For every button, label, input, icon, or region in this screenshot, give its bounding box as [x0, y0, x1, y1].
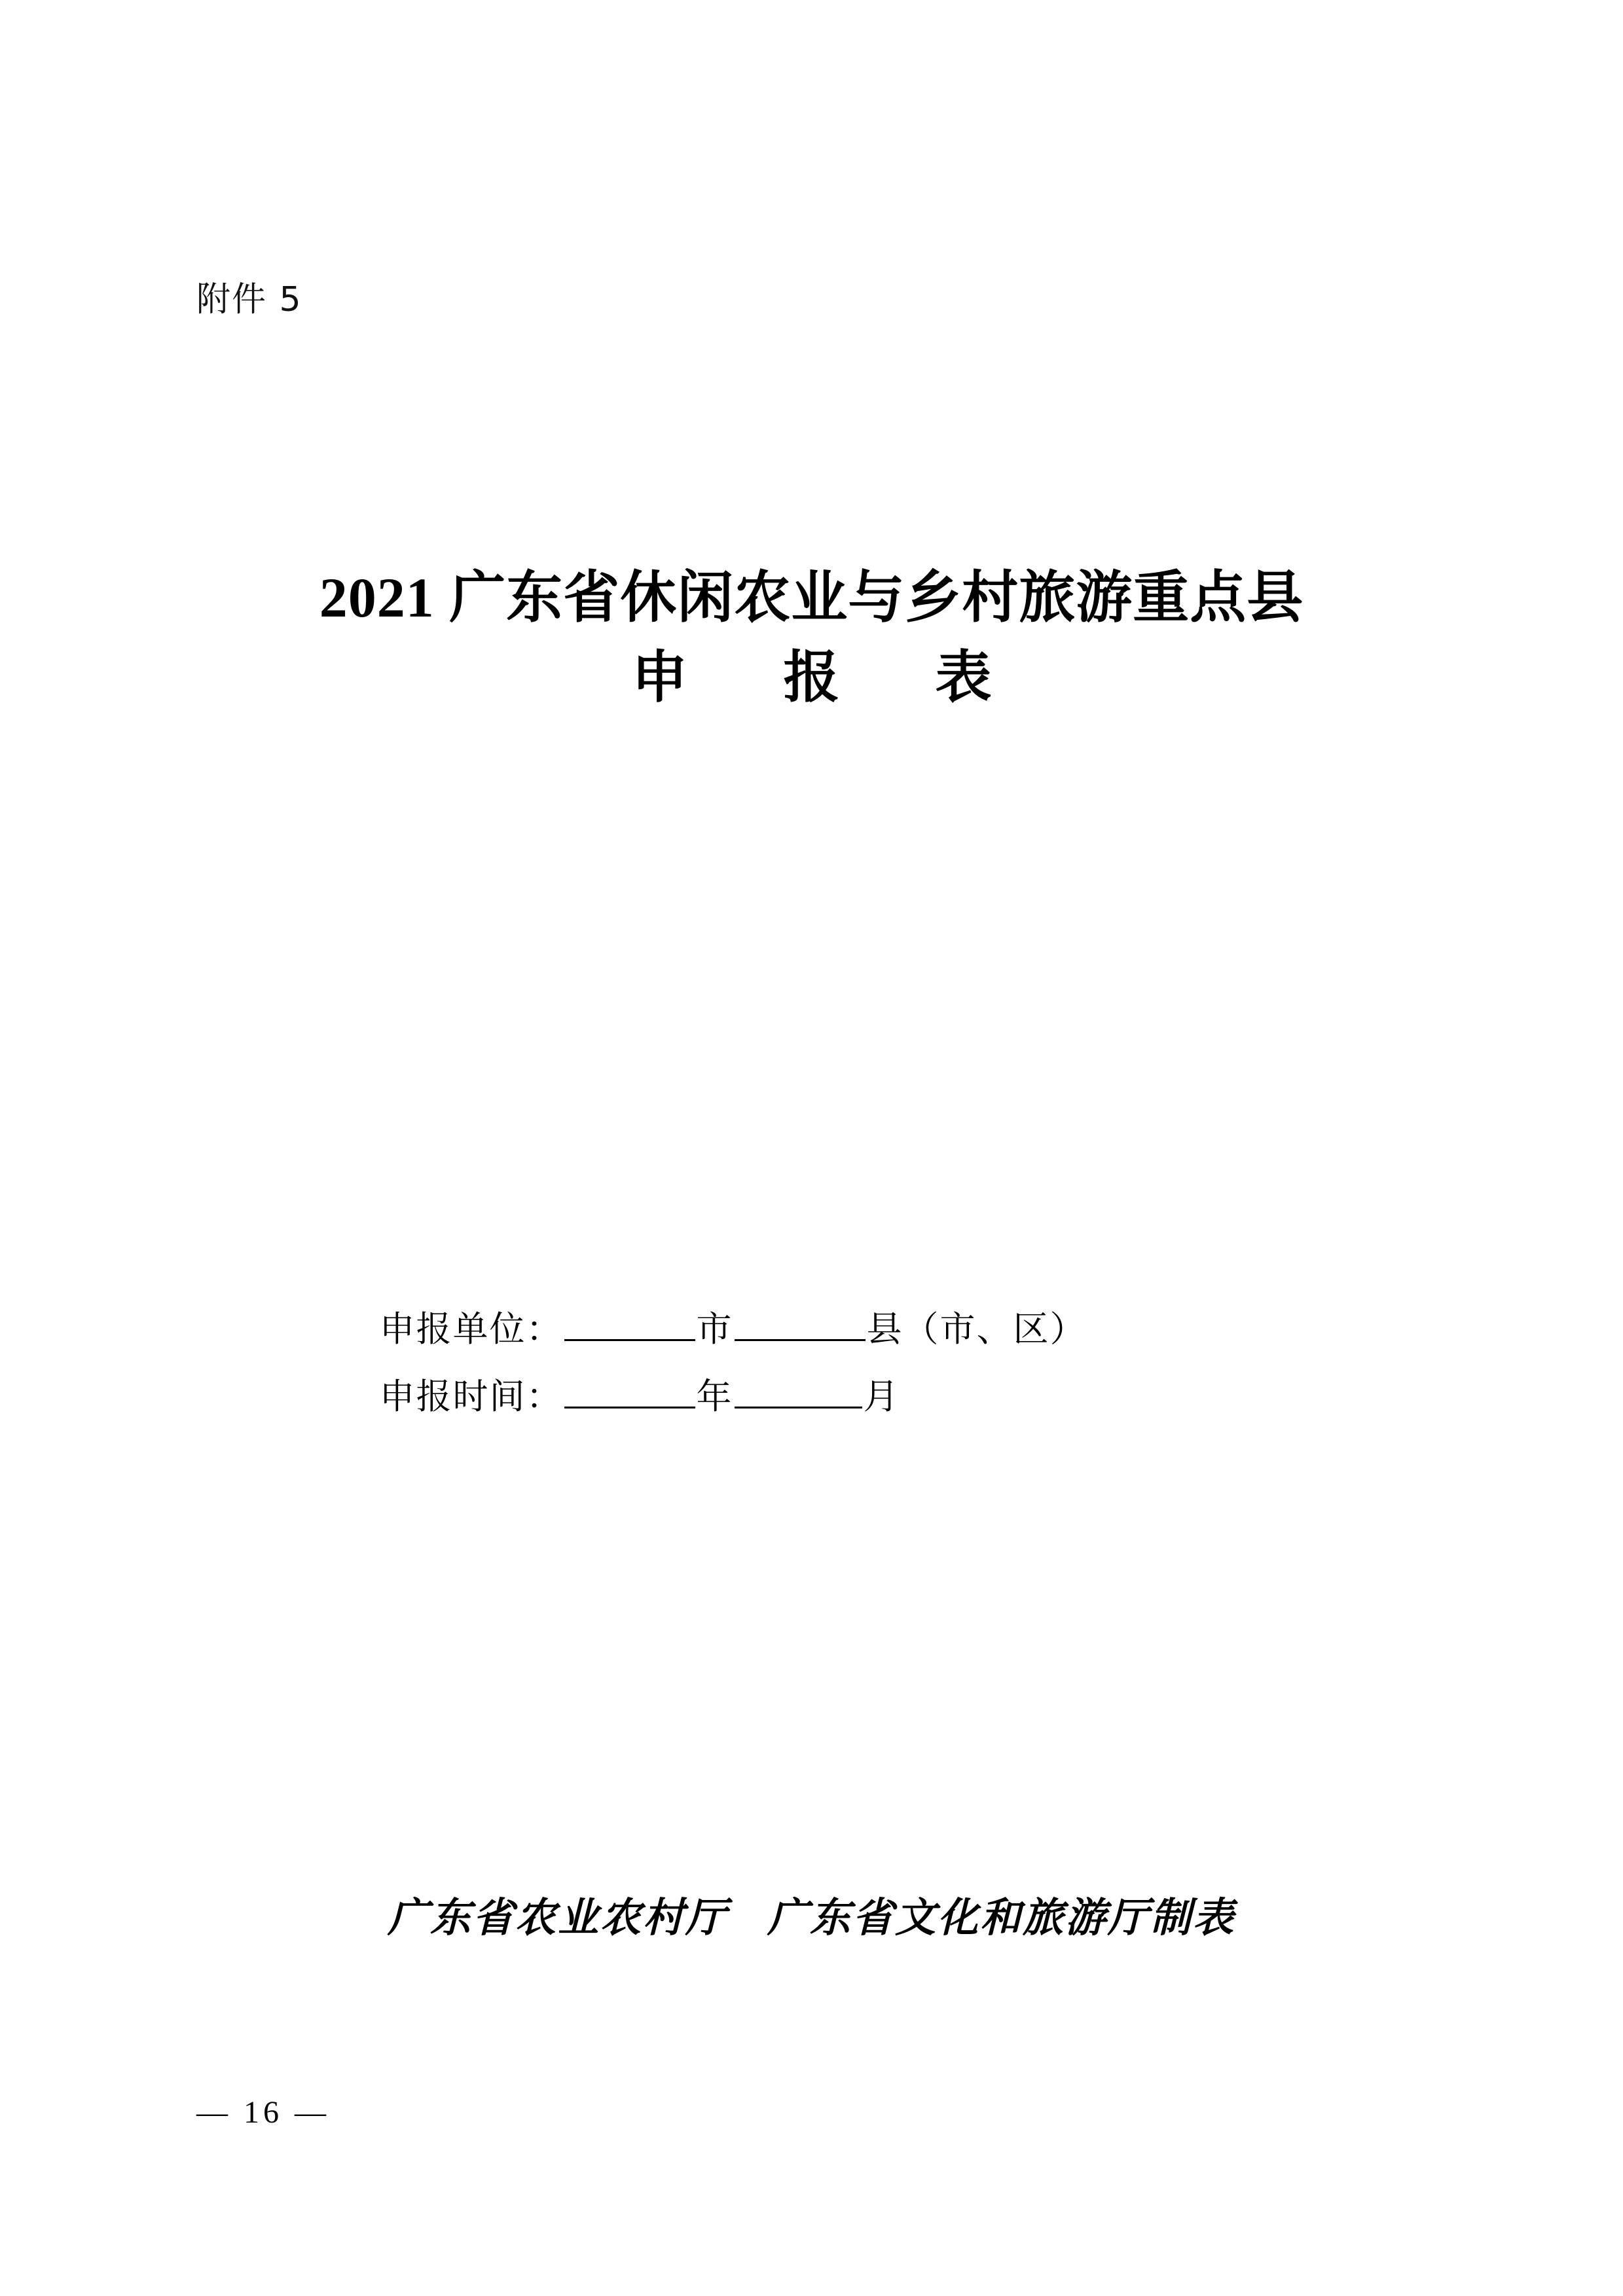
applicant-date-month-input[interactable]: [735, 1372, 862, 1408]
document-title: [0, 563, 1623, 713]
applicant-date-label: 申报时间：: [379, 1376, 563, 1416]
field-row-applicant-date: [0, 1363, 1623, 1431]
page-title-line-1: 2021 广东省休闲农业与乡村旅游重点县: [319, 566, 1304, 629]
issuer-agriculture-department: 广东省农业农村厅: [387, 1896, 728, 1941]
page-title-line-2: 申 报 表: [631, 645, 1012, 709]
applicant-date-year-suffix: 年: [696, 1376, 733, 1416]
applicant-unit-city-input[interactable]: [564, 1305, 695, 1341]
attachment-label: 附件 5: [196, 280, 302, 319]
applicant-unit-label: 申报单位：: [379, 1310, 563, 1349]
applicant-unit-county-input[interactable]: [735, 1305, 866, 1341]
issuer-culture-tourism-department: 广东省文化和旅游厅制表: [767, 1896, 1236, 1941]
applicant-date-year-input[interactable]: [564, 1372, 695, 1408]
form-fields: [0, 1296, 1623, 1430]
field-row-applicant-unit: [0, 1296, 1623, 1363]
issuing-organizations: [0, 1885, 1623, 1943]
applicant-date-month-suffix: 月: [863, 1376, 900, 1416]
applicant-unit-county-suffix: 县（市、区）: [866, 1310, 1087, 1349]
applicant-unit-city-suffix: 市: [696, 1310, 733, 1349]
page-number: — 16 —: [196, 2095, 330, 2130]
